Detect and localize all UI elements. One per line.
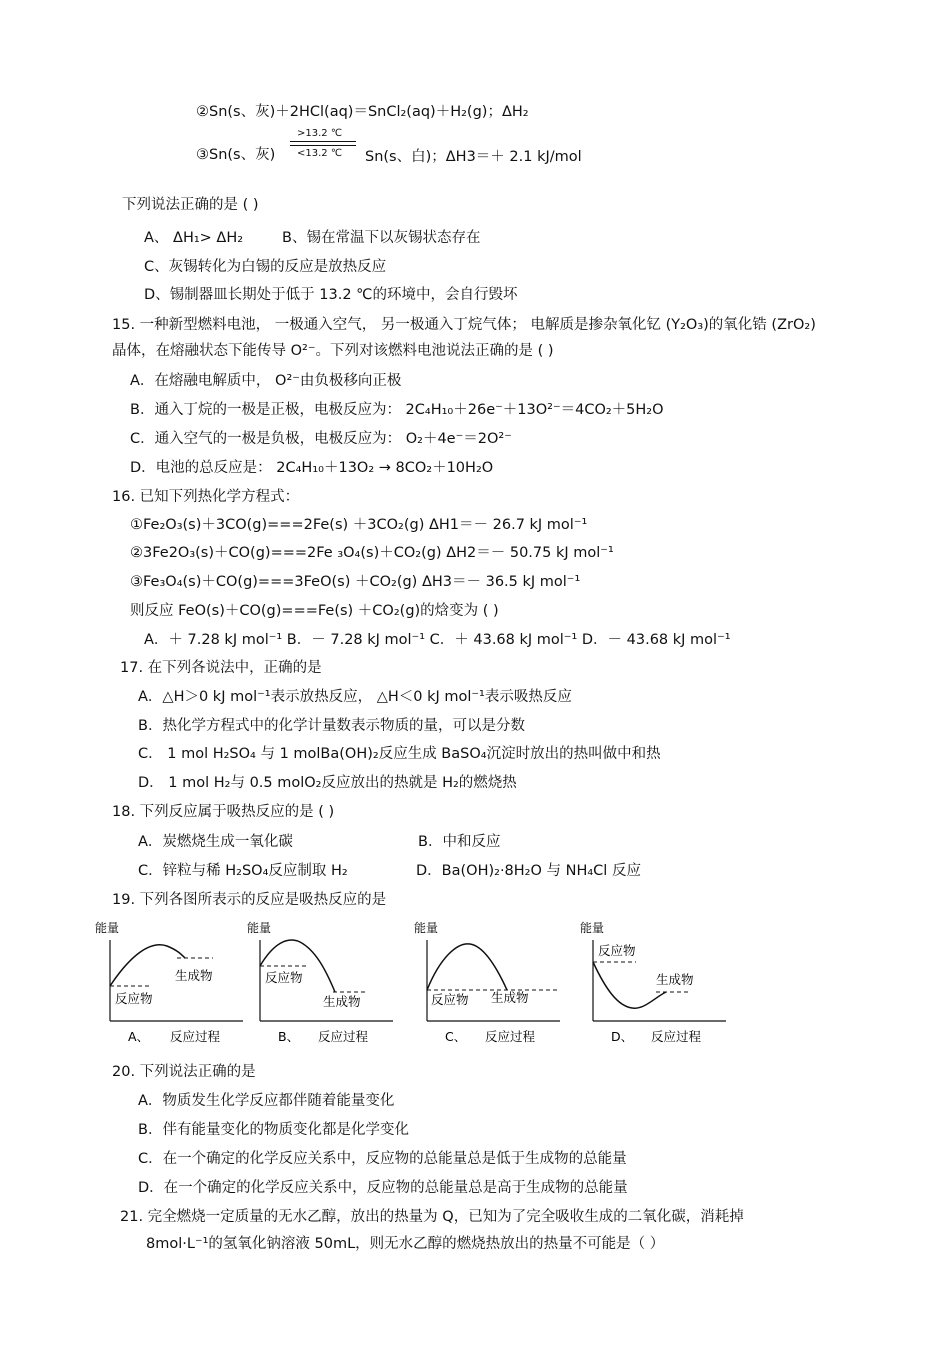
product-label: 生成物 bbox=[491, 990, 529, 1005]
energy-diagram-c-svg bbox=[412, 918, 562, 1046]
q17-option-b: B．热化学方程式中的化学计量数表示物质的量，可以是分数 bbox=[138, 718, 525, 734]
energy-diagram-b bbox=[245, 918, 395, 1046]
equation-3-left: ③Sn(s、灰) bbox=[196, 147, 276, 163]
equation-2: ②Sn(s、灰)＋2HCl(aq)＝SnCl₂(aq)＋H₂(g)；ΔH₂ bbox=[196, 104, 529, 120]
q20-option-a: A．物质发生化学反应都伴随着能量变化 bbox=[138, 1093, 395, 1109]
equation-3-condition-bottom: <13.2 ℃ bbox=[297, 148, 343, 159]
q15-option-c: C．通入空气的一极是负极，电极反应为： O₂＋4e⁻＝2O²⁻ bbox=[130, 431, 512, 447]
q14-option-b: B、锡在常温下以灰锡状态存在 bbox=[282, 230, 481, 246]
x-axis-label: 反应过程 bbox=[485, 1029, 536, 1044]
q17-option-d: D． 1 mol H₂与 0.5 molO₂反应放出的热就是 H₂的燃烧热 bbox=[138, 775, 517, 791]
energy-diagram-a-svg bbox=[95, 918, 245, 1046]
q14-option-d: D、锡制器皿长期处于低于 13.2 ℃的环境中，会自行毁坏 bbox=[144, 287, 518, 303]
x-axis-label: 反应过程 bbox=[318, 1029, 369, 1044]
equilibrium-arrow-top bbox=[290, 141, 356, 142]
reactant-label: 反应物 bbox=[431, 992, 469, 1007]
energy-diagram-d bbox=[578, 918, 728, 1046]
q20-option-d: D．在一个确定的化学反应关系中，反应物的总能量总是高于生成物的总能量 bbox=[138, 1180, 628, 1196]
y-axis-label: 能量 bbox=[414, 921, 439, 935]
product-label: 生成物 bbox=[323, 994, 361, 1009]
energy-diagram-d-svg bbox=[578, 918, 728, 1046]
energy-diagram-b-svg bbox=[245, 918, 395, 1046]
q17-option-a: A．△H＞0 kJ mol⁻¹表示放热反应， △H＜0 kJ mol⁻¹表示吸热反应 bbox=[138, 689, 572, 705]
equation-3-right: Sn(s、白)；ΔH3＝＋ 2.1 kJ/mol bbox=[365, 149, 582, 165]
reactant-label: 反应物 bbox=[115, 991, 153, 1006]
reactant-label: 反应物 bbox=[598, 943, 636, 958]
energy-diagram-c bbox=[412, 918, 562, 1046]
energy-diagram-a bbox=[95, 918, 245, 1046]
q16-equation-1: ①Fe₂O₃(s)＋3CO(g)===2Fe(s) ＋3CO₂(g) ΔH1＝－ 26.7 kJ mol⁻¹ bbox=[130, 517, 588, 533]
q19-stem: 19. 下列各图所表示的反应是吸热反应的是 bbox=[112, 892, 387, 908]
energy-curve bbox=[427, 944, 507, 990]
x-axis-label: 反应过程 bbox=[170, 1029, 221, 1044]
q16-equation-2: ②3Fe2O₃(s)＋CO(g)===2Fe ₃O₄(s)＋CO₂(g) ΔH2＝－ 50.75 kJ mol⁻¹ bbox=[130, 545, 614, 561]
q18-stem: 18. 下列反应属于吸热反应的是 ( ) bbox=[112, 804, 335, 820]
diagram-letter: A、 bbox=[128, 1029, 150, 1044]
y-axis-label: 能量 bbox=[580, 921, 605, 935]
q16-options: A．＋ 7.28 kJ mol⁻¹ B．－ 7.28 kJ mol⁻¹ C．＋ 43.68 kJ mol⁻¹ D．－ 43.68 kJ mol⁻¹ bbox=[144, 632, 731, 648]
q14-stem: 下列说法正确的是 ( ) bbox=[122, 197, 259, 213]
q20-option-b: B．伴有能量变化的物质变化都是化学变化 bbox=[138, 1122, 409, 1138]
q15-option-a: A．在熔融电解质中， O²⁻由负极移向正极 bbox=[130, 373, 402, 389]
q21-line2: 8mol·L⁻¹的氢氧化钠溶液 50mL，则无水乙醇的燃烧热放出的热量不可能是（ ） bbox=[146, 1236, 665, 1252]
q15-option-b: B．通入丁烷的一极是正极，电极反应为： 2C₄H₁₀＋26e⁻＋13O²⁻＝4CO₂＋5H₂O bbox=[130, 402, 664, 418]
product-label: 生成物 bbox=[175, 968, 213, 983]
q21-line1: 21. 完全燃烧一定质量的无水乙醇，放出的热量为 Q，已知为了完全吸收生成的二氧化碳，消耗掉 bbox=[120, 1209, 744, 1225]
q16-equation-3: ③Fe₃O₄(s)＋CO(g)===3FeO(s) ＋CO₂(g) ΔH3＝－ 36.5 kJ mol⁻¹ bbox=[130, 574, 581, 590]
q18-option-b: B．中和反应 bbox=[418, 834, 501, 850]
q16-stem: 16. 已知下列热化学方程式： bbox=[112, 489, 300, 505]
q14-option-a: A、 ΔH₁> ΔH₂ bbox=[144, 230, 244, 246]
q20-stem: 20. 下列说法正确的是 bbox=[112, 1064, 256, 1080]
diagram-letter: D、 bbox=[611, 1029, 634, 1044]
reactant-label: 反应物 bbox=[265, 970, 303, 985]
x-axis-label: 反应过程 bbox=[651, 1029, 702, 1044]
product-label: 生成物 bbox=[656, 972, 694, 987]
q17-option-c: C． 1 mol H₂SO₄ 与 1 molBa(OH)₂反应生成 BaSO₄沉淀时放出的热叫做中和热 bbox=[138, 746, 661, 762]
q18-option-c: C．锌粒与稀 H₂SO₄反应制取 H₂ bbox=[138, 863, 348, 879]
q16-ask: 则反应 FeO(s)＋CO(g)===Fe(s) ＋CO₂(g)的焓变为 ( ) bbox=[130, 603, 499, 619]
q15-stem-line1: 15. 一种新型燃料电池， 一极通入空气， 另一极通入丁烷气体； 电解质是掺杂氧化钇 (Y₂O₃)的氧化锆 (ZrO₂) bbox=[112, 317, 816, 333]
q18-option-d: D．Ba(OH)₂·8H₂O 与 NH₄Cl 反应 bbox=[416, 863, 641, 879]
q20-option-c: C．在一个确定的化学反应关系中，反应物的总能量总是低于生成物的总能量 bbox=[138, 1151, 627, 1167]
diagram-letter: C、 bbox=[445, 1029, 467, 1044]
y-axis-label: 能量 bbox=[95, 921, 120, 935]
q17-stem: 17. 在下列各说法中，正确的是 bbox=[120, 660, 322, 676]
y-axis-label: 能量 bbox=[247, 921, 272, 935]
q15-option-d: D．电池的总反应是： 2C₄H₁₀＋13O₂ → 8CO₂＋10H₂O bbox=[130, 460, 494, 476]
energy-curve bbox=[110, 945, 185, 986]
q15-stem-line2: 晶体，在熔融状态下能传导 O²⁻。下列对该燃料电池说法正确的是 ( ) bbox=[112, 343, 554, 359]
diagram-letter: B、 bbox=[278, 1029, 300, 1044]
q14-option-c: C、灰锡转化为白锡的反应是放热反应 bbox=[144, 259, 387, 275]
q18-option-a: A．炭燃烧生成一氧化碳 bbox=[138, 834, 293, 850]
equation-3-condition-top: >13.2 ℃ bbox=[297, 128, 343, 139]
